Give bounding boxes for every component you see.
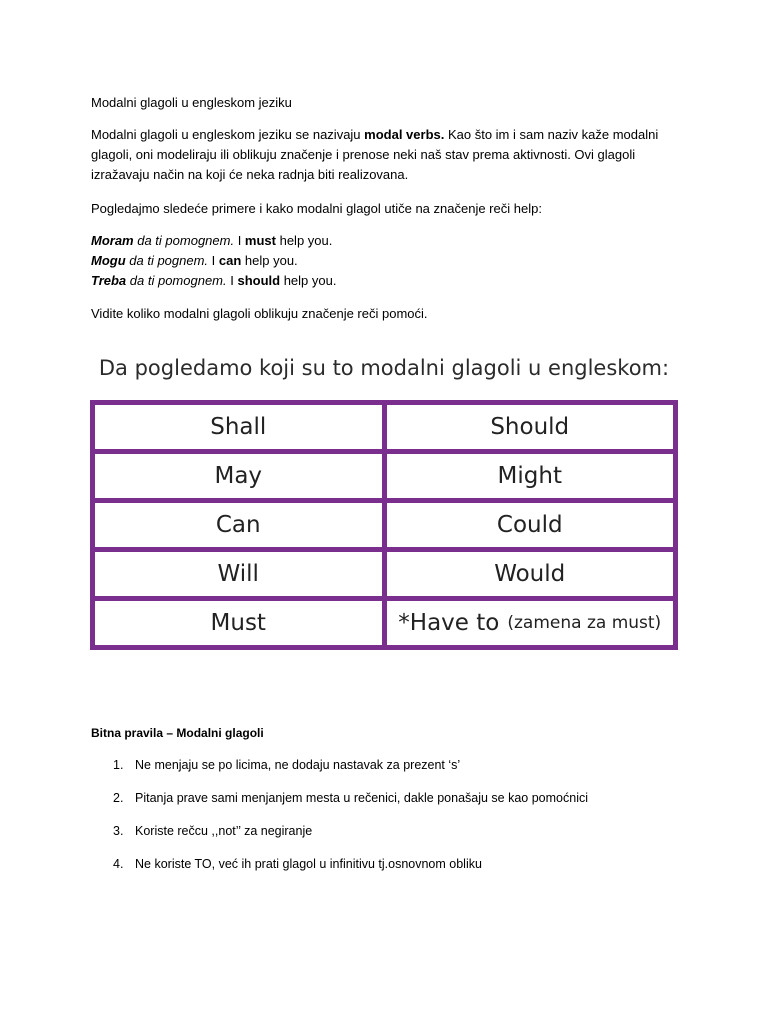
examples-block: [91, 231, 691, 291]
list-item: 1. Ne menjaju se po licima, ne dodaju nastavak za prezent ‘s’: [113, 758, 461, 772]
example-line: Mogu da ti pognem. I can help you.: [91, 253, 298, 268]
modal-verbs-table: [90, 400, 678, 650]
example-line: Treba da ti pomognem. I should help you.: [91, 273, 337, 288]
example-line: Moram da ti pomognem. I must help you.: [91, 233, 333, 248]
intro-text-1: Modalni glagoli u engleskom jeziku se nazivaju: [91, 127, 365, 142]
conclusion-paragraph: Vidite koliko modalni glagoli oblikuju značenje reči pomoći.: [91, 306, 428, 321]
table-cell: Should: [387, 405, 674, 449]
list-item: 3. Koriste rečcu ,,not’’ za negiranje: [113, 824, 313, 838]
intro-text-2: Kao što im i sam naziv kaže modalni glagoli, oni modeliraju ili oblikuju značenje i prenose neki naš stav prema aktivnosti. Ovi glagoli izražavaju način na koji će neka radnja biti realizovana.: [91, 127, 659, 182]
rules-title: Bitna pravila – Modalni glagoli: [91, 726, 264, 740]
table-cell: *Have to (zamena za must): [387, 601, 674, 645]
modal-verbs-figure: [90, 342, 678, 700]
table-cell: Could: [387, 503, 674, 547]
figure-title: Da pogledamo koji su to modalni glagoli u engleskom:: [98, 356, 670, 380]
table-cell: Shall: [95, 405, 382, 449]
list-item: 2. Pitanja prave sami menjanjem mesta u rečenici, dakle ponašaju se kao pomoćnici: [113, 791, 589, 805]
intro-bold-term: modal verbs.: [364, 127, 445, 142]
table-cell: Will: [95, 552, 382, 596]
rules-list: [91, 755, 711, 887]
examples-lead: Pogledajmo sledeće primere i kako modalni glagol utiče na značenje reči help:: [91, 201, 542, 216]
intro-paragraph: [91, 125, 691, 185]
table-cell: Might: [387, 454, 674, 498]
table-cell: Would: [387, 552, 674, 596]
table-cell-note: (zamena za must): [507, 613, 662, 633]
list-item: 4. Ne koriste TO, već ih prati glagol u infinitivu tj.osnovnom obliku: [113, 857, 482, 871]
document-heading: Modalni glagoli u engleskom jeziku: [91, 95, 292, 110]
table-cell: Must: [95, 601, 382, 645]
table-cell: May: [95, 454, 382, 498]
table-cell: Can: [95, 503, 382, 547]
